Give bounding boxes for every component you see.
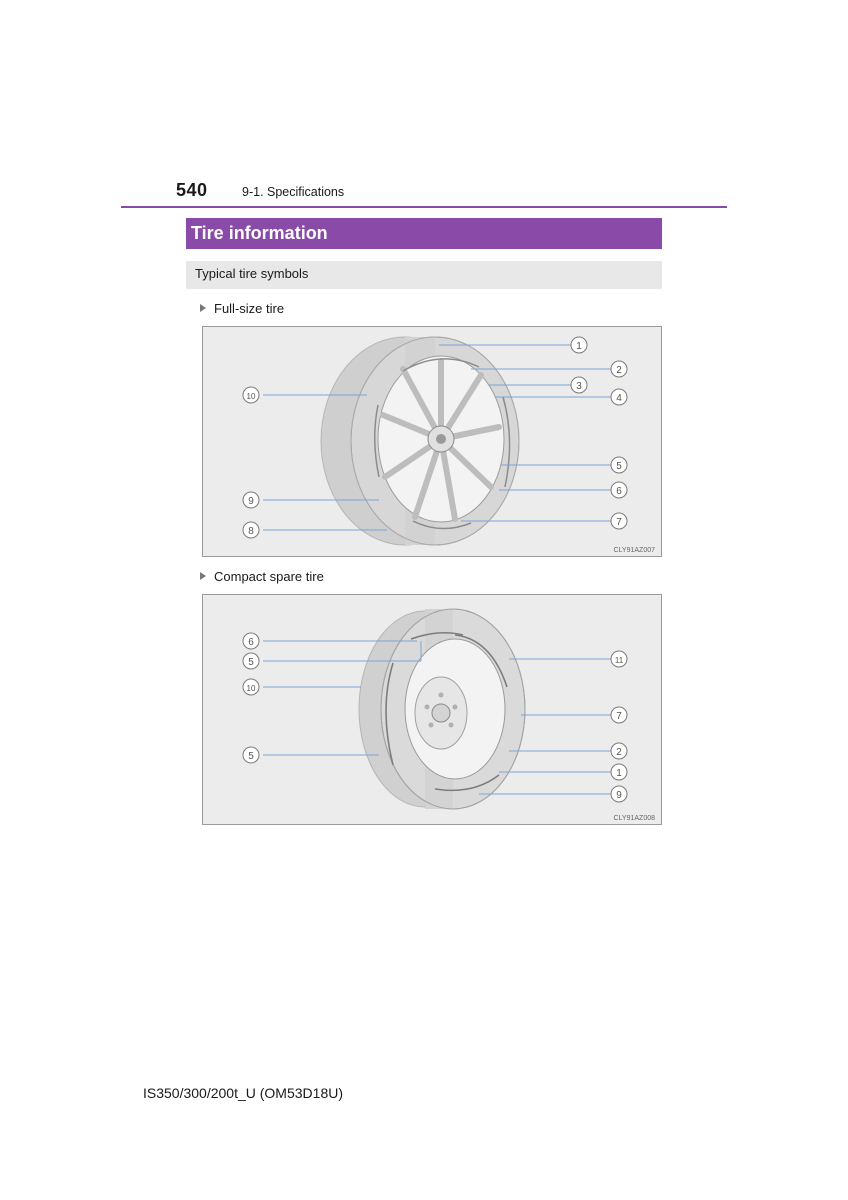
callout-label: 7 [616, 517, 622, 528]
page-title: Tire information [186, 218, 662, 249]
section-label: 9-1. Specifications [242, 185, 345, 199]
callout-label: 8 [248, 526, 254, 537]
callout-label: 7 [616, 711, 622, 722]
compact-spare-tire-item [200, 569, 324, 584]
full-size-tire-item [200, 301, 284, 316]
callout-label: 1 [576, 341, 582, 352]
hub-icon [432, 704, 450, 722]
full-size-tire-illustration [203, 327, 661, 556]
page-number: 540 [176, 180, 208, 200]
callout-label: 5 [248, 751, 254, 762]
callout-label: 5 [616, 461, 622, 472]
compact-spare-tire-figure [202, 594, 662, 825]
callout-label: 1 [616, 768, 622, 779]
full-size-tire-figure [202, 326, 662, 557]
bullet-arrow-icon [200, 572, 206, 580]
callout-label: 10 [246, 684, 256, 693]
callout-label: 6 [248, 637, 254, 648]
header-rule [121, 206, 727, 208]
figure-code: CLY91AZ007 [613, 547, 655, 554]
callout-label: 10 [246, 392, 256, 401]
subsection-title: Typical tire symbols [186, 261, 662, 289]
callout-label: 2 [616, 747, 622, 758]
callout-label: 9 [248, 496, 254, 507]
callout-label: 9 [616, 790, 622, 801]
figure-code: CLY91AZ008 [613, 815, 655, 822]
callout-label: 11 [614, 656, 624, 665]
compact-spare-tire-illustration [203, 595, 661, 824]
bullet-arrow-icon [200, 304, 206, 312]
compact-spare-tire-label: Compact spare tire [214, 569, 324, 584]
callout-label: 5 [248, 657, 254, 668]
full-size-tire-label: Full-size tire [214, 301, 285, 316]
footer-model-code: IS350/300/200t_U (OM53D18U) [143, 1085, 343, 1101]
callout-label: 3 [576, 381, 582, 392]
callout-label: 6 [616, 486, 622, 497]
callout-label: 4 [616, 393, 622, 404]
callout-label: 2 [616, 365, 622, 376]
